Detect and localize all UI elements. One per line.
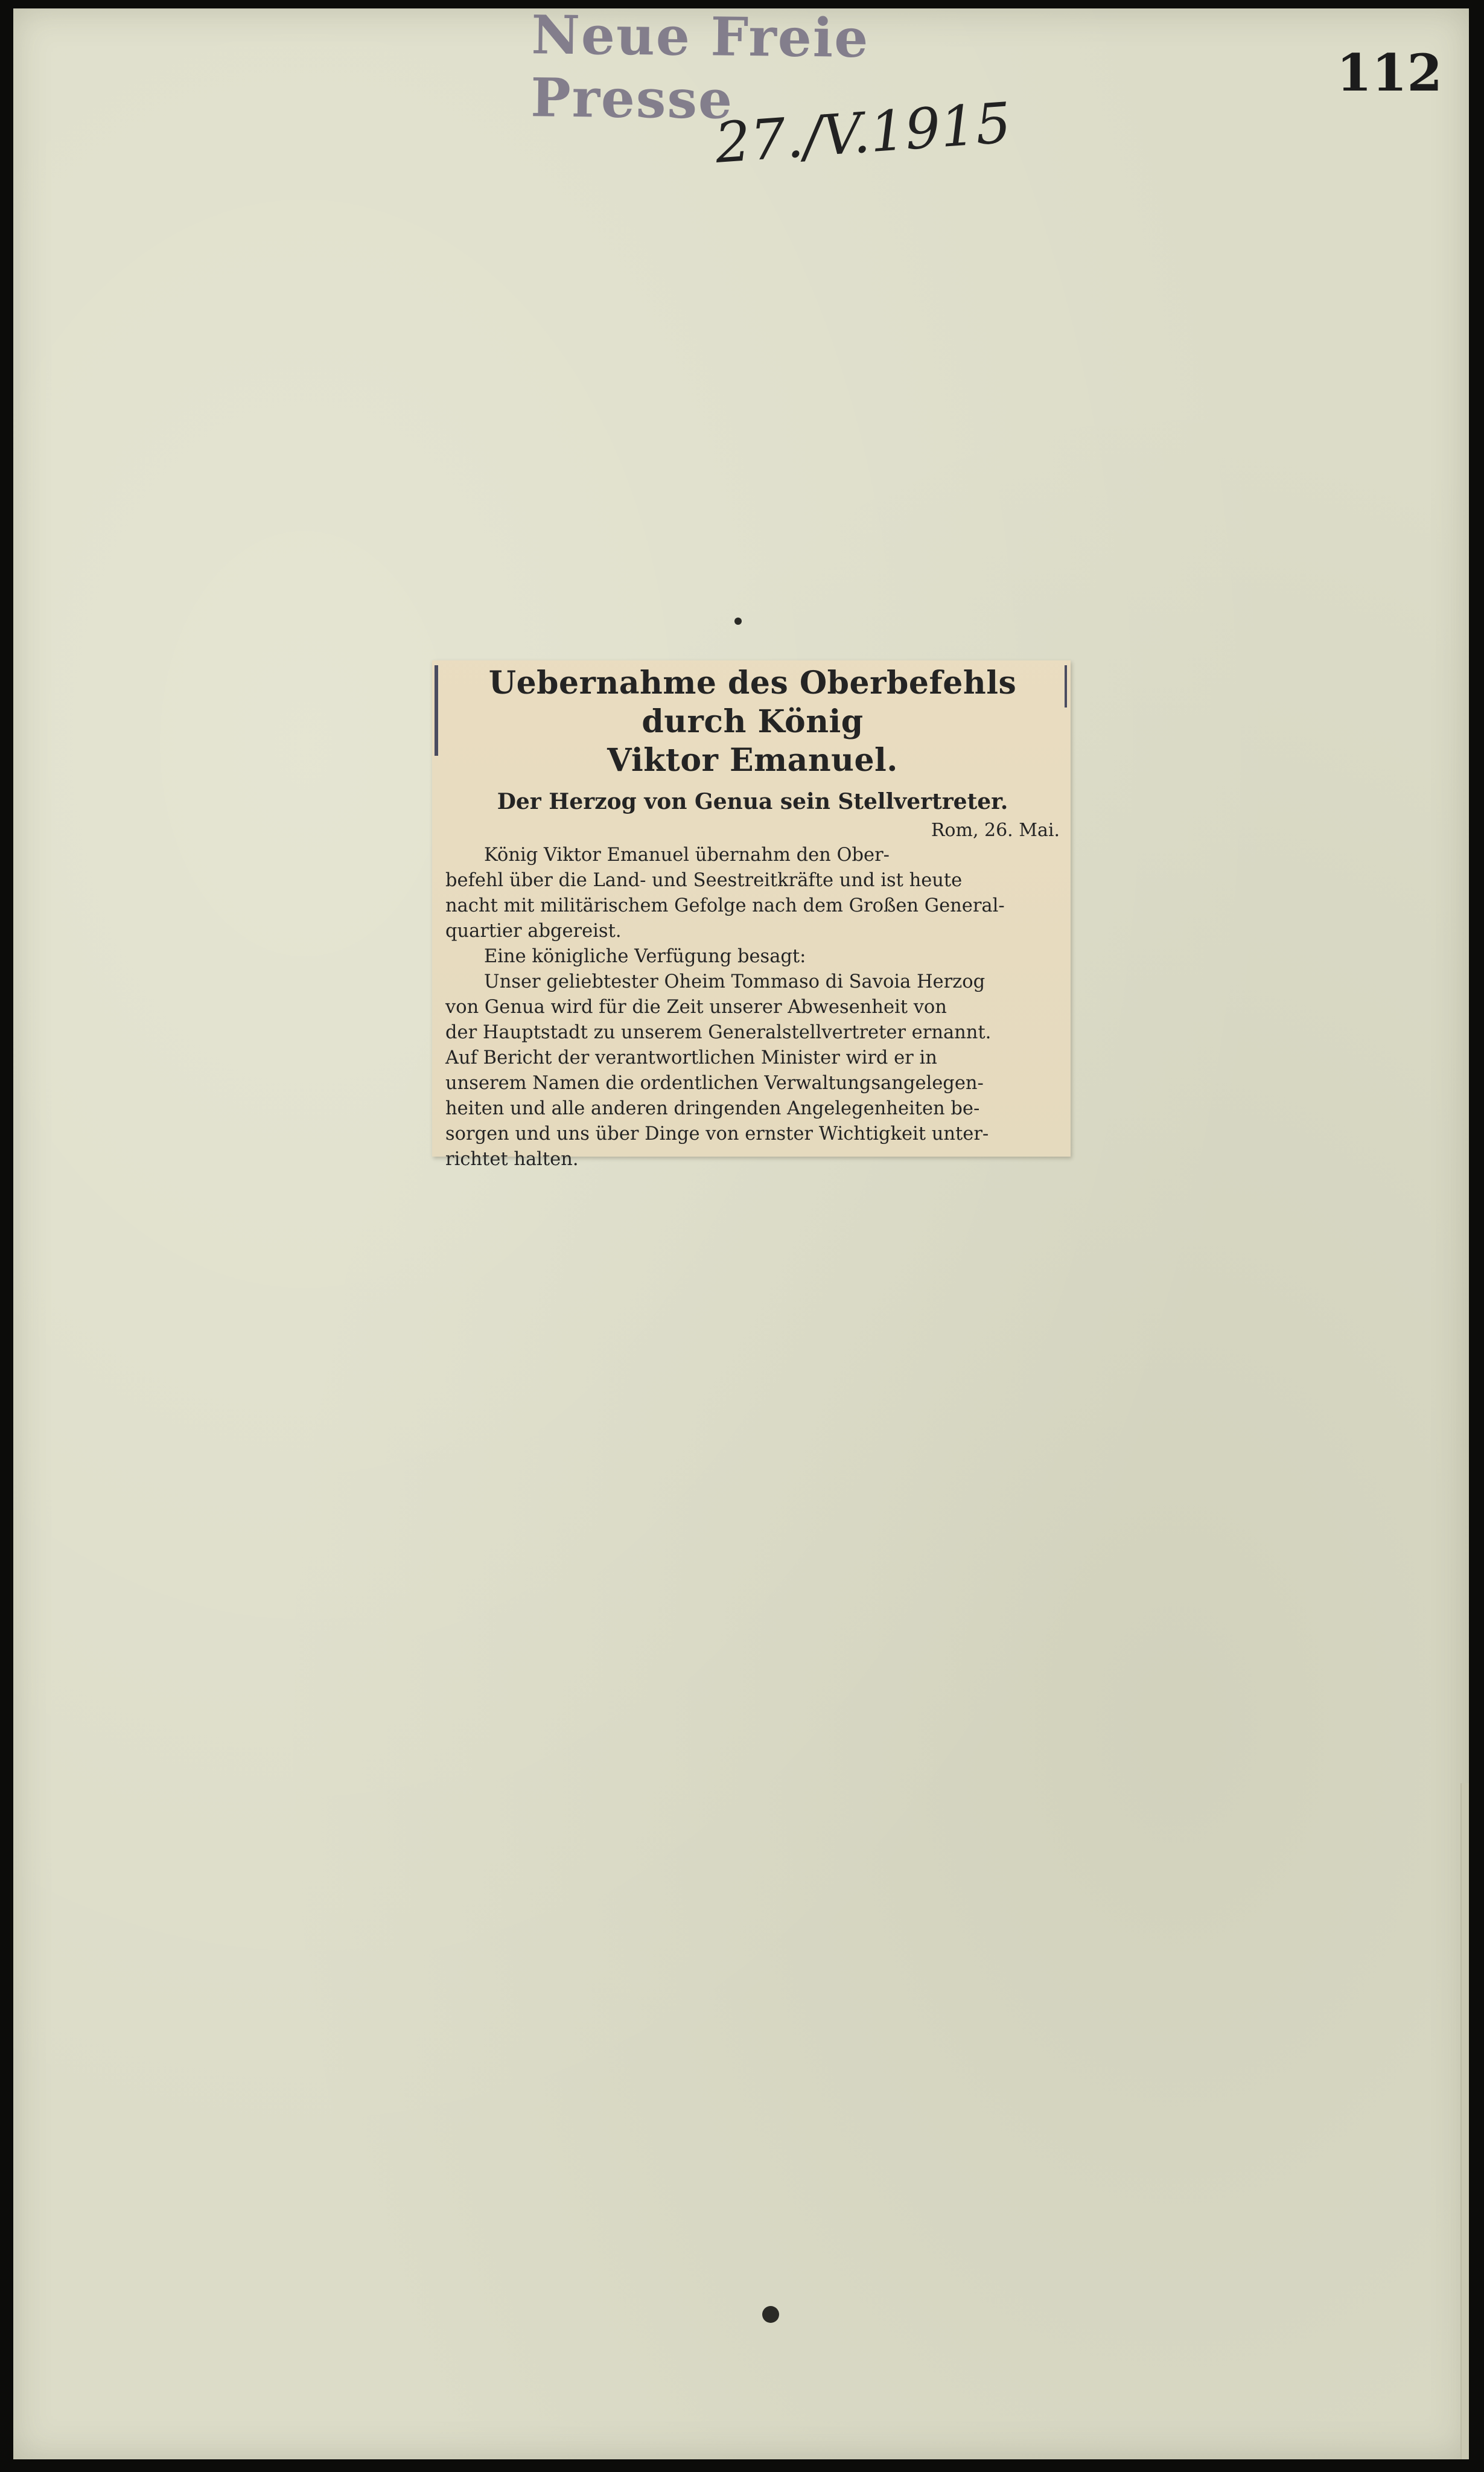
body-line: Unser geliebtester Oheim Tommaso di Savoia Herzog <box>484 971 986 992</box>
body-line: der Hauptstadt zu unserem Generalstellvertreter ernannt. <box>445 1022 992 1043</box>
punch-mark-top <box>734 618 742 625</box>
body-line: richtet halten. <box>445 1149 579 1170</box>
body-line: heiten und alle anderen dringenden Angelegenheiten be- <box>445 1098 980 1119</box>
archive-sheet <box>13 3 1469 2459</box>
sheet-edge <box>1460 1783 1469 2459</box>
body-line: befehl über die Land- und Seestreitkräfte und ist heute <box>445 870 963 891</box>
body-line: von Genua wird für die Zeit unserer Abwesenheit von <box>445 997 947 1018</box>
body-line: König Viktor Emanuel übernahm den Ober- <box>484 845 890 866</box>
headline-line-2: Viktor Emanuel. <box>607 742 898 779</box>
body-line: quartier abgereist. <box>445 921 622 942</box>
body-line: nacht mit militärischem Gefolge nach dem Großen General- <box>445 895 1005 916</box>
clipping-dateline: Rom, 26. Mai. <box>931 820 1060 841</box>
newspaper-clipping <box>432 660 1071 1170</box>
clipping-subhead: Der Herzog von Genua sein Stellvertreter. <box>497 789 1008 814</box>
body-line: sorgen und uns über Dinge von ernster Wichtigkeit unter- <box>445 1123 989 1145</box>
body-line: Eine königliche Verfügung besagt: <box>484 946 806 967</box>
body-line: unserem Namen die ordentlichen Verwaltungsangelegen- <box>445 1073 984 1094</box>
clipping-headline <box>445 664 1060 780</box>
headline-line-1: Uebernahme des Oberbefehls durch König <box>488 665 1017 740</box>
newspaper-stamp: Neue Freie Presse <box>530 3 870 131</box>
handwritten-date: 27./V.1915 <box>713 90 1013 176</box>
clipping-body <box>445 843 1060 1172</box>
body-line: Auf Bericht der verantwortlichen Minister wird er in <box>445 1047 937 1068</box>
punch-mark-bottom <box>762 2306 779 2323</box>
folio-number: 112 <box>1336 42 1442 103</box>
